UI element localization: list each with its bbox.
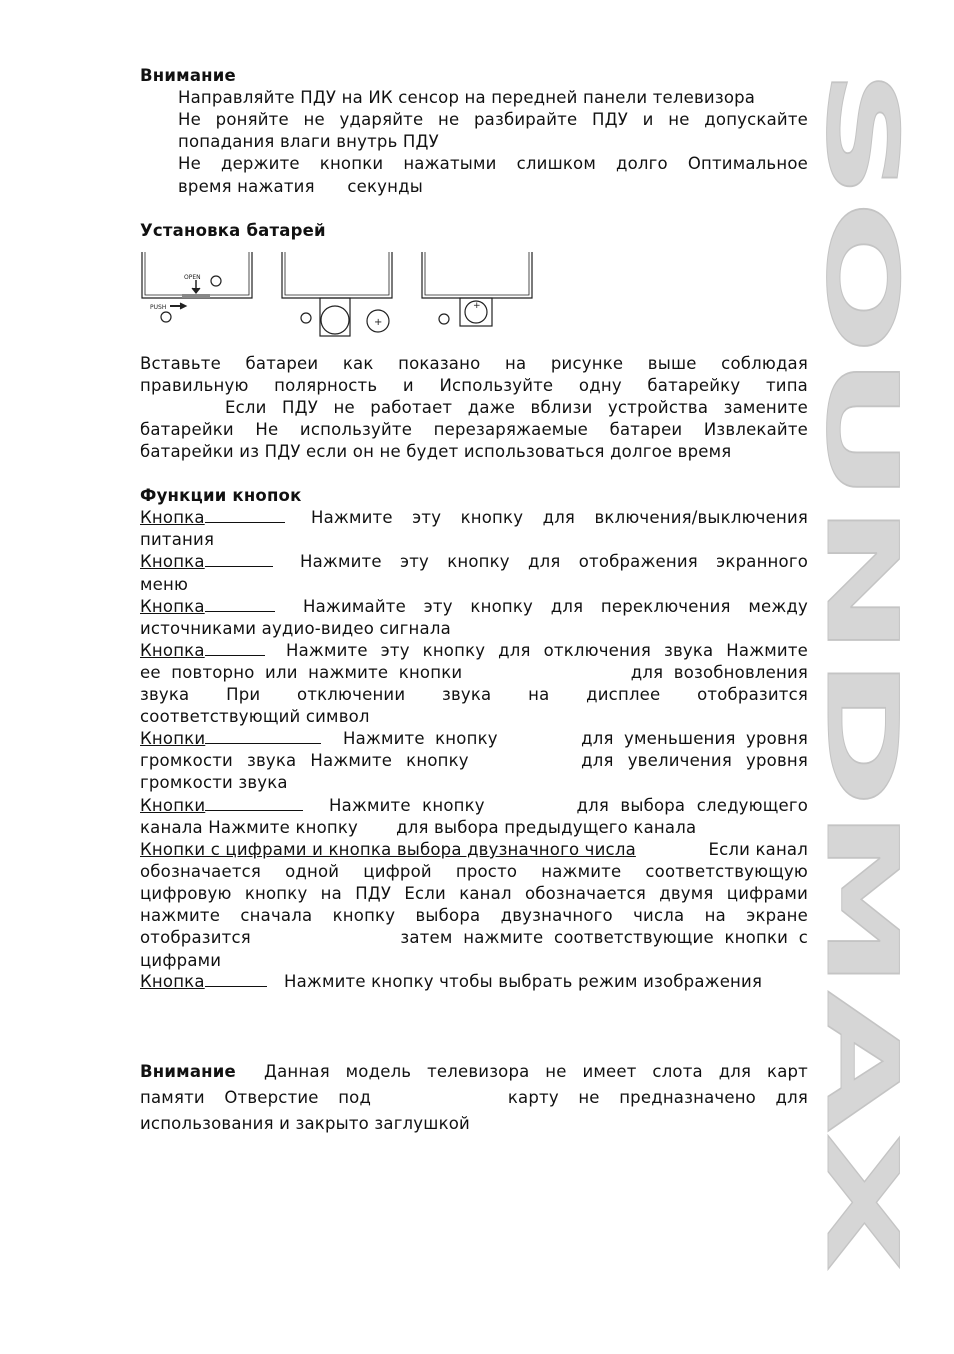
attention2-line: использования и закрыто заглушкой [140, 1114, 470, 1133]
function-desc: Если канал [708, 840, 808, 859]
function-desc: Нажимайте эту кнопку для переключения между [303, 597, 808, 616]
button-name: Кнопка [140, 972, 205, 991]
batteries-line: батарейки из ПДУ если он не будет использоваться долгое время [140, 442, 732, 461]
open-label: OPEN [184, 274, 201, 281]
soundmax-watermark-text: SOUNDMAX [804, 68, 918, 714]
button-name: Кнопки [140, 796, 206, 815]
button-name: Кнопка [140, 641, 205, 660]
button-blank [205, 985, 267, 987]
function-desc: источниками аудио-видео сигнала [140, 619, 451, 638]
function-item-digits [140, 839, 685, 861]
function-desc: соответствующий символ [140, 707, 370, 726]
remote-back-step-4 [422, 252, 532, 326]
soundmax-watermark [804, 68, 918, 1278]
function-desc: Нажмите кнопку чтобы выбрать режим изображения [284, 972, 763, 991]
function-desc: цифрами [140, 951, 222, 970]
attention-line: попадания влаги внутрь ПДУ [178, 132, 439, 151]
button-blank [205, 610, 275, 612]
function-desc: меню [140, 575, 189, 594]
battery-plus-label: + [374, 317, 383, 328]
button-name: Кнопки с цифрами и кнопка выбора двузначного числа [140, 840, 636, 859]
button-blank [205, 654, 265, 656]
remote-back-step-1 [142, 252, 252, 322]
function-desc: отобразится затем нажмите соответствующие кнопки с [140, 928, 808, 947]
batteries-line: правильную полярность и Используйте одну батарейку типа [140, 376, 808, 395]
function-desc: громкости звука [140, 773, 288, 792]
button-name: Кнопка [140, 508, 205, 527]
attention-line: Не держите кнопки нажатыми слишком долго Оптимальное [178, 154, 808, 173]
button-name: Кнопка [140, 552, 205, 571]
function-desc: Нажмите кнопку для выбора следующего [329, 796, 808, 815]
attention-line: Не роняйте не ударяйте не разбирайте ПДУ и не допускайте [178, 110, 808, 129]
function-desc: Нажмите кнопку для уменьшения уровня [343, 729, 808, 748]
function-desc: канала Нажмите кнопку для выбора предыдущего канала [140, 818, 697, 837]
function-desc: обозначается одной цифрой просто нажмите соответствующую [140, 862, 808, 881]
button-blank [205, 565, 273, 567]
functions-heading: Функции кнопок [140, 486, 302, 505]
batteries-line: Если ПДУ не работает даже вблизи устройства замените [225, 398, 808, 417]
button-blank [205, 809, 303, 811]
function-desc: Нажмите эту кнопку для отображения экранного [300, 552, 808, 571]
function-desc: ее повторно или нажмите кнопки для возобновления [140, 663, 808, 682]
function-desc: питания [140, 530, 215, 549]
battery-installation-figure [140, 250, 540, 340]
function-desc: цифровую кнопку на ПДУ Если канал обозначается двумя цифрами [140, 884, 808, 903]
attention2-line: Данная модель телевизора не имеет слота для карт [264, 1062, 808, 1081]
batteries-line: батарейки Не используйте перезаряжаемые батареи Извлекайте [140, 420, 808, 439]
attention-line: Направляйте ПДУ на ИК сенсор на передней панели телевизора [178, 88, 756, 107]
battery-plus-label-2: + [473, 301, 481, 311]
button-name: Кнопка [140, 597, 205, 616]
button-blank [205, 742, 321, 744]
function-desc: звука При отключении звука на дисплее отобразится [140, 685, 808, 704]
batteries-heading: Установка батарей [140, 221, 326, 240]
function-desc: нажмите сначала кнопку выбора двузначного числа на экране [140, 906, 808, 925]
attention2-heading: Внимание [140, 1062, 236, 1081]
attention2-line: памяти Отверстие под карту не предназначено для [140, 1088, 808, 1107]
attention-heading: Внимание [140, 66, 236, 85]
button-blank [205, 521, 285, 523]
button-name: Кнопки [140, 729, 206, 748]
function-desc: громкости звука Нажмите кнопку для увеличения уровня [140, 751, 808, 770]
batteries-line: Вставьте батареи как показано на рисунке выше соблюдая [140, 354, 808, 373]
function-desc: Нажмите эту кнопку для отключения звука Нажмите [286, 641, 808, 660]
function-desc: Нажмите эту кнопку для включения/выключения [311, 508, 808, 527]
attention-line: время нажатия секунды [178, 177, 423, 196]
push-label: PUSH [150, 304, 167, 311]
